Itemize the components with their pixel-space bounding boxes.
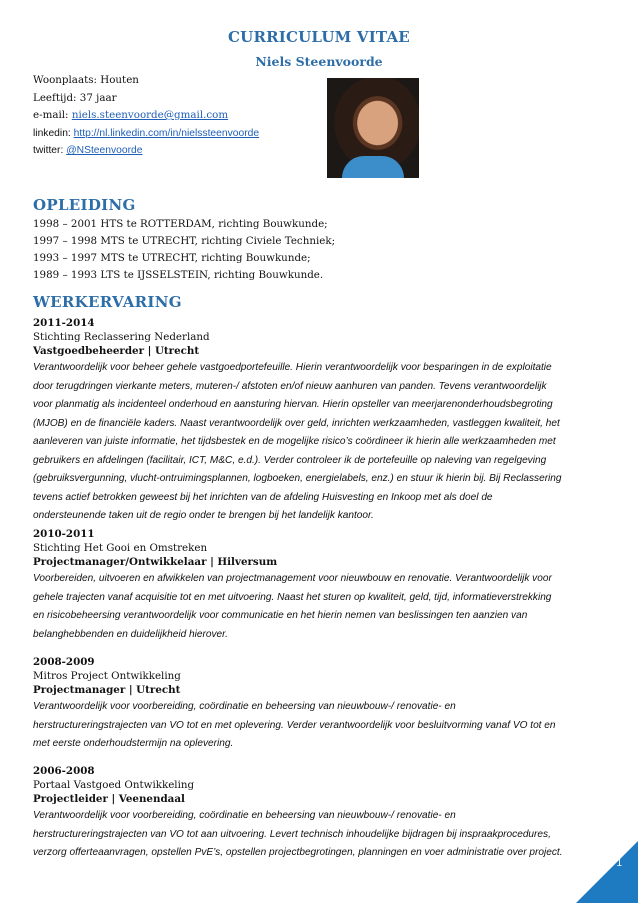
job-organisation: Stichting Het Gooi en Omstreken [33, 542, 208, 554]
description-line: met eerste onderhoudstermijn na oplevering. [33, 738, 234, 749]
job-entry [33, 527, 608, 644]
job-organisation: Portaal Vastgoed Ontwikkeling [33, 779, 195, 791]
email-line [33, 107, 259, 125]
description-line: verzorg offerteaanvragen, opstellen PvE’s, opstellen projectbegrotingen, planningen en voer administratie over project. [33, 847, 563, 858]
job-organisation: Mitros Project Ontwikkeling [33, 670, 181, 682]
description-line: (MJOB) en de financiële kaders. Naast verantwoordelijk over geld, inrichten werkzaamheden, vastleggen kwaliteit, het [33, 417, 560, 429]
linkedin-link[interactable]: http://nl.linkedin.com/in/nielssteenvoorde [73, 127, 260, 139]
description-line: Verantwoordelijk voor voorbereiding, coördinatie en beheersing van nieuwbouw-/ renovatie- en [33, 701, 456, 712]
job-years: 2008-2009 [33, 656, 95, 668]
description-line: (gebruiksvergunning, vlucht-ontruimingsplannen, logboeken, energielabels, enz.) en stuur ik hierin bij. Bij Reclassering [33, 473, 562, 484]
job-role: Projectleider | Veenendaal [33, 793, 185, 805]
education-heading: OPLEIDING [33, 196, 136, 214]
description-line: herstructureringstrajecten van VO tot aan uitvoering. Levert technisch inhoudelijke bijdragen bij inspraakprocedures, [33, 828, 551, 840]
job-role: Projectmanager | Utrecht [33, 684, 181, 696]
description-line: herstructureringstrajecten van VO tot en met oplevering. Verder verantwoordelijk voor besluitvorming vanaf VO tot en [33, 719, 556, 731]
description-line: en risicobeheersing verantwoordelijk voor communicatie en het hierin nemen van beslissingen ten aanzien van [33, 610, 528, 621]
description-line: gebruikers en afdelingen (facilitair, ICT, M&C, e.d.). Verder controleer ik de portefeuille op naleving van regelgeving [33, 454, 547, 466]
page-corner-triangle [576, 841, 638, 903]
age-text: Leeftijd: 37 jaar [33, 91, 117, 104]
job-description [33, 807, 608, 863]
email-label: e-mail: [33, 109, 72, 121]
description-line: voor planmatig als incidenteel onderhoud en aansturing hiervan. Hierin opsteller van meerjarenonderhoudsbegroting [33, 399, 553, 410]
description-line: gehele trajecten vanaf acquisitie tot en met uitvoering. Naast het sturen op kwaliteit, geld, tijd, informatieverstrekking [33, 591, 552, 603]
email-link[interactable]: niels.steenvoorde@gmail.com [71, 109, 229, 121]
education-list [33, 216, 335, 284]
work-experience-heading: WERKERVARING [33, 293, 182, 311]
job-entry [33, 764, 608, 863]
job-years: 2006-2008 [33, 765, 95, 777]
job-years: 2010-2011 [33, 528, 95, 540]
education-item: 1997 – 1998 MTS te UTRECHT, richting Civiele Techniek; [33, 235, 336, 247]
residence-text: Woonplaats: Houten [33, 74, 139, 86]
person-name: Niels Steenvoorde [255, 54, 383, 69]
linkedin-line [33, 125, 259, 143]
job-description [33, 359, 608, 526]
photo-shirt [342, 156, 404, 178]
description-line: tevens actief betrokken geweest bij het inrichten van de afdeling Huisvesting en Inkoop met als doel de [33, 491, 493, 503]
job-description [33, 698, 608, 754]
job-role: Projectmanager/Ontwikkelaar | Hilversum [33, 556, 278, 568]
education-item: 1993 – 1997 MTS te UTRECHT, richting Bouwkunde; [33, 252, 311, 264]
job-entry [33, 655, 608, 754]
document-title: CURRICULUM VITAE [228, 28, 410, 46]
description-line: Verantwoordelijk voor voorbereiding, coördinatie en beheersing van nieuwbouw-/ renovatie- en [33, 810, 456, 821]
description-line: Voorbereiden, uitvoeren en afwikkelen van projectmanagement voor nieuwbouw en renovatie. Verantwoordelijk voor [33, 573, 552, 584]
job-organisation: Stichting Reclassering Nederland [33, 331, 210, 343]
job-entry [33, 316, 608, 526]
linkedin-label: linkedin: [33, 127, 74, 139]
description-line: aanleveren van juiste informatie, het tijdsbestek en de mogelijke risico’s coördineer ik hierin alle werkzaamheden met [33, 436, 556, 447]
education-item: 1989 – 1993 LTS te IJSSELSTEIN, richting Bouwkunde. [33, 269, 324, 281]
job-role: Vastgoedbeheerder | Utrecht [33, 345, 200, 357]
page-number: 1 [616, 858, 622, 869]
twitter-label: twitter: [33, 145, 67, 156]
education-item: 1998 – 2001 HTS te ROTTERDAM, richting Bouwkunde; [33, 218, 328, 230]
profile-photo [327, 78, 419, 178]
job-years: 2011-2014 [33, 317, 95, 329]
twitter-line [33, 142, 259, 160]
description-line: door terugdringen vierkante meters, muteren-/ afstoten en/of nieuw aanhuren van panden. Tevens verantwoordelijk [33, 380, 547, 392]
description-line: Verantwoordelijk voor beheer gehele vastgoedportefeuille. Hierin verantwoordelijk voor besparingen in de exploitatie [33, 362, 552, 373]
description-line: belanghebbenden en duidelijkheid hierover. [33, 628, 228, 640]
job-description [33, 570, 608, 644]
twitter-link[interactable]: @NSteenvoorde [66, 145, 143, 156]
description-line: ondersteunende taken uit de regio onder te brengen bij het landelijk kantoor. [33, 510, 374, 521]
contact-block [33, 72, 259, 160]
